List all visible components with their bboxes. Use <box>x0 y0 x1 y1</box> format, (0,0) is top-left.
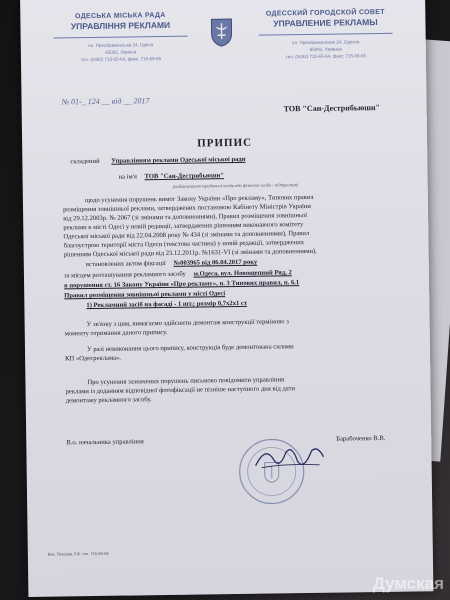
paragraph-line: щодо усунення порушень вимог Закону України «Про рекламу», Типових правил <box>84 193 314 205</box>
paragraph-line: Про усунення зазначених порушень письмово повідомити управління <box>87 376 285 387</box>
paragraph-line: рішенням Одеської міської ради від 23.12.2011р. №1631-VI (зі змінами та доповненнями), <box>63 247 317 259</box>
coat-of-arms-icon <box>208 17 234 47</box>
act-value: №003965 від 06.04.2017 року <box>173 258 258 267</box>
dept-name-ru: УПРАВЛЕНИЕ РЕКЛАМЫ <box>273 17 378 29</box>
letterhead-divider <box>54 36 188 39</box>
rules-line: Правил розміщення зовнішньої реклами у місті Одесі <box>64 290 226 300</box>
document-title: ПРИПИС <box>197 136 253 150</box>
act-label: встановлених актом фіксації <box>85 259 166 269</box>
paragraph-line: Одеської міської ради від 22.04.2008 року № 434 (зі змінами та доповненнями), Правил <box>63 229 310 241</box>
addressed-to-value: ТОВ "Сан-Дестрибьюшн" <box>144 172 225 181</box>
letterhead-left <box>45 12 196 64</box>
address-line: пл. Преображенская 24, Одесса <box>291 39 360 46</box>
executor-note: Вик. Петрова Л.В. тел. 715-65-66 <box>47 550 109 557</box>
letterhead-right <box>250 9 401 61</box>
paragraph-line: благоустрою території міста Одеси (текстова частина) у новій редакції, затверджених <box>63 239 305 250</box>
place-label: за місцем розташування рекламного засобу <box>63 270 186 280</box>
composed-by-value: Управлінням реклами Одеської міської ради <box>111 155 246 165</box>
paragraph-line: моменту отримання даного припису. <box>64 328 168 338</box>
violation-line: в порушення ст. 16 Закону України «Про рекламу», п. 3 Типових правил, п. 6.1 <box>64 279 300 290</box>
place-value: м.Одеса, вул. Новощепний Ряд, 2 <box>193 269 292 278</box>
paragraph-line: розміщення зовнішньої реклами, затверджених постановою Кабінету Міністрів України <box>62 202 311 214</box>
addressed-to-label: на ім'я <box>118 173 137 181</box>
addressee: ТОВ "Сан-Дестрибьюшн" <box>283 102 381 114</box>
letterhead-divider <box>259 33 393 36</box>
paragraph-line: У разі невиконання цього припису, конструкція буде демонтована силами <box>86 343 294 354</box>
item-line: 1) Рекламний засіб на фасаді - 1 шт.; розмір 0,7х2х1 ст <box>86 299 248 310</box>
address-line: 65082, Украина <box>309 46 342 52</box>
act-line <box>86 259 258 269</box>
paragraph-line: від 29.12.2003р. № 2067 (зі змінами та доповненнями), Правил розміщення зовнішньої <box>63 212 308 223</box>
addressed-to-line <box>119 172 224 181</box>
composed-by-line <box>70 156 245 166</box>
dept-name-ua: УПРАВЛІННЯ РЕКЛАМИ <box>70 19 171 32</box>
signer-name: Барабоченко В.В. <box>336 434 386 443</box>
registration-number: № 01-_ 124 __ від __ 2017 <box>61 96 150 107</box>
address-line: тел. (0482) 715-65-64, факс: 715-65-65 <box>80 56 162 63</box>
paragraph-line: реклами в місті Одесі у новій редакції, затверджених рішенням виконавчого комітету <box>63 221 304 232</box>
document-page <box>20 0 433 597</box>
addressed-to-note: (найменування юридичної особи або фізичної особи - підприємця) <box>172 182 299 189</box>
paragraph-line: У зв'язку з цим, вимагаємо здійснити демонтаж конструкції терміново з <box>86 318 289 329</box>
paragraph-line: КП «Одесреклама». <box>65 354 121 363</box>
address-line: тел. (0482) 715-65-64, факс: 715-65-65 <box>285 53 367 60</box>
composed-by-label: складений <box>70 157 100 166</box>
address-line: 65082, Україна <box>105 49 137 55</box>
watermark: Думская <box>372 574 444 593</box>
paragraph-line: реклами із доданням відповідної фотофіксації не пізніше наступного дня від дати <box>65 385 296 396</box>
signature-icon <box>251 443 326 474</box>
org-name-ua: ОДЕСЬКА МІСЬКА РАДА <box>74 11 166 21</box>
org-name-ru: ОДЕССКИЙ ГОРОДСКОЙ СОВЕТ <box>265 8 385 18</box>
address-line: пл. Преображенська 24, Одеса <box>88 42 154 49</box>
signer-title: В.о. начальника управління <box>66 438 144 447</box>
paragraph-line: демонтажу рекламного засобу. <box>65 396 152 405</box>
